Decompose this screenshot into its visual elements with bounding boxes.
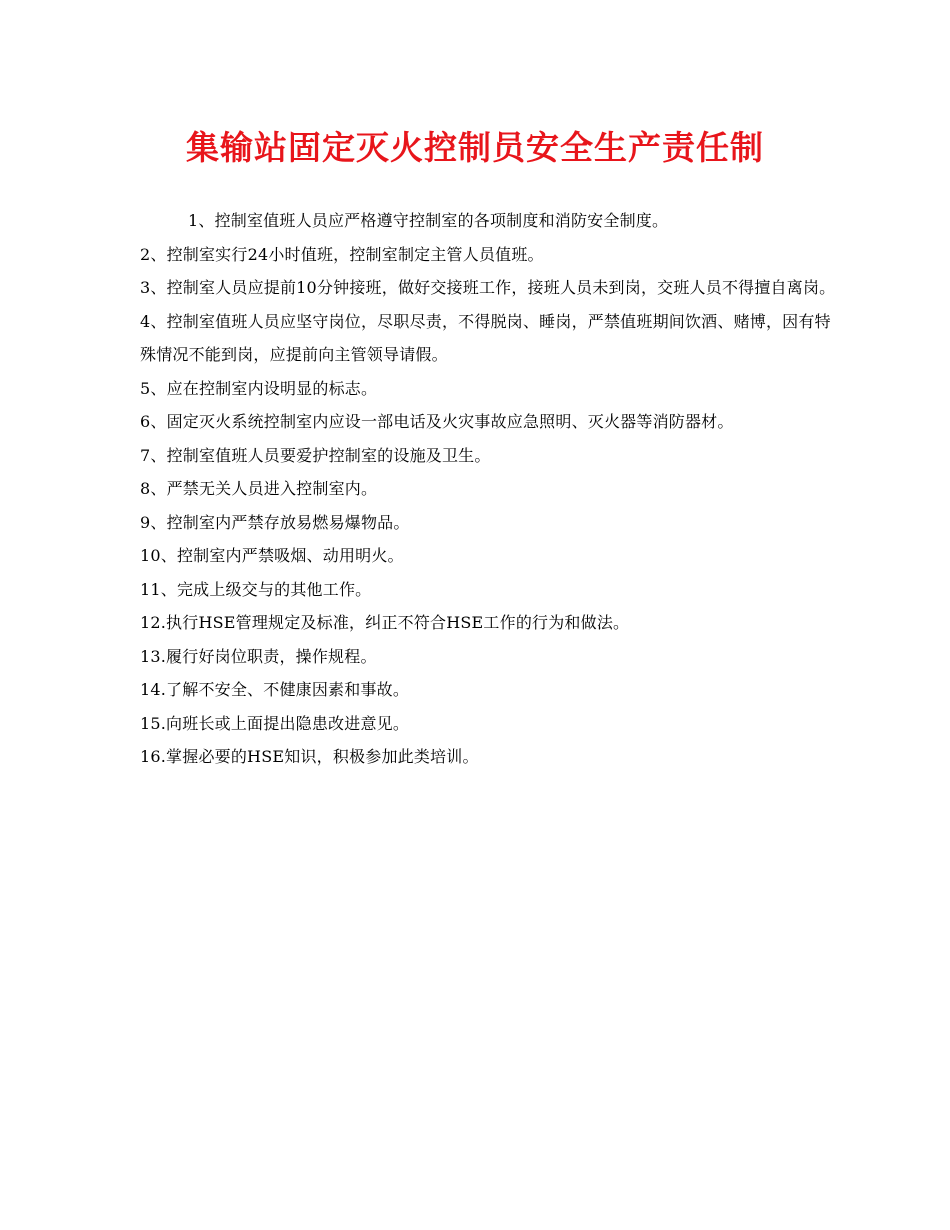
list-item: 11、完成上级交与的其他工作。 bbox=[140, 579, 372, 599]
document-title: 集输站固定灭火控制员安全生产责任制 bbox=[186, 128, 764, 167]
list-item: 14.了解不安全、不健康因素和事故。 bbox=[140, 680, 410, 699]
list-item: 5、应在控制室内设明显的标志。 bbox=[140, 378, 378, 398]
list-item: 13.履行好岗位职责，操作规程。 bbox=[140, 646, 377, 666]
list-item: 6、固定灭火系统控制室内应设一部电话及火灾事故应急照明、灭火器等消防器材。 bbox=[140, 412, 734, 431]
list-item: 7、控制室值班人员要爱护控制室的设施及卫生。 bbox=[140, 445, 491, 465]
list-item: 3、控制室人员应提前10分钟接班，做好交接班工作，接班人员未到岗，交班人员不得擅自离岗。 bbox=[140, 278, 836, 297]
list-item: 16.掌握必要的HSE知识，积极参加此类培训。 bbox=[140, 747, 479, 766]
list-item: 1、控制室值班人员应严格遵守控制室的各项制度和消防安全制度。 bbox=[188, 211, 669, 230]
list-item: 4、控制室值班人员应坚守岗位，尽职尽责，不得脱岗、睡岗，严禁值班期间饮酒、赌博，因有特殊情况不能到岗，应提前向主管领导请假。 bbox=[140, 311, 831, 364]
responsibility-list bbox=[140, 204, 840, 774]
list-item: 8、严禁无关人员进入控制室内。 bbox=[140, 479, 378, 498]
list-item: 10、控制室内严禁吸烟、动用明火。 bbox=[140, 546, 404, 565]
list-item: 9、控制室内严禁存放易燃易爆物品。 bbox=[140, 512, 410, 532]
list-item: 15.向班长或上面提出隐患改进意见。 bbox=[140, 713, 410, 733]
list-item: 12.执行HSE管理规定及标准，纠正不符合HSE工作的行为和做法。 bbox=[140, 613, 630, 632]
list-item: 2、控制室实行24小时值班，控制室制定主管人员值班。 bbox=[140, 244, 544, 264]
